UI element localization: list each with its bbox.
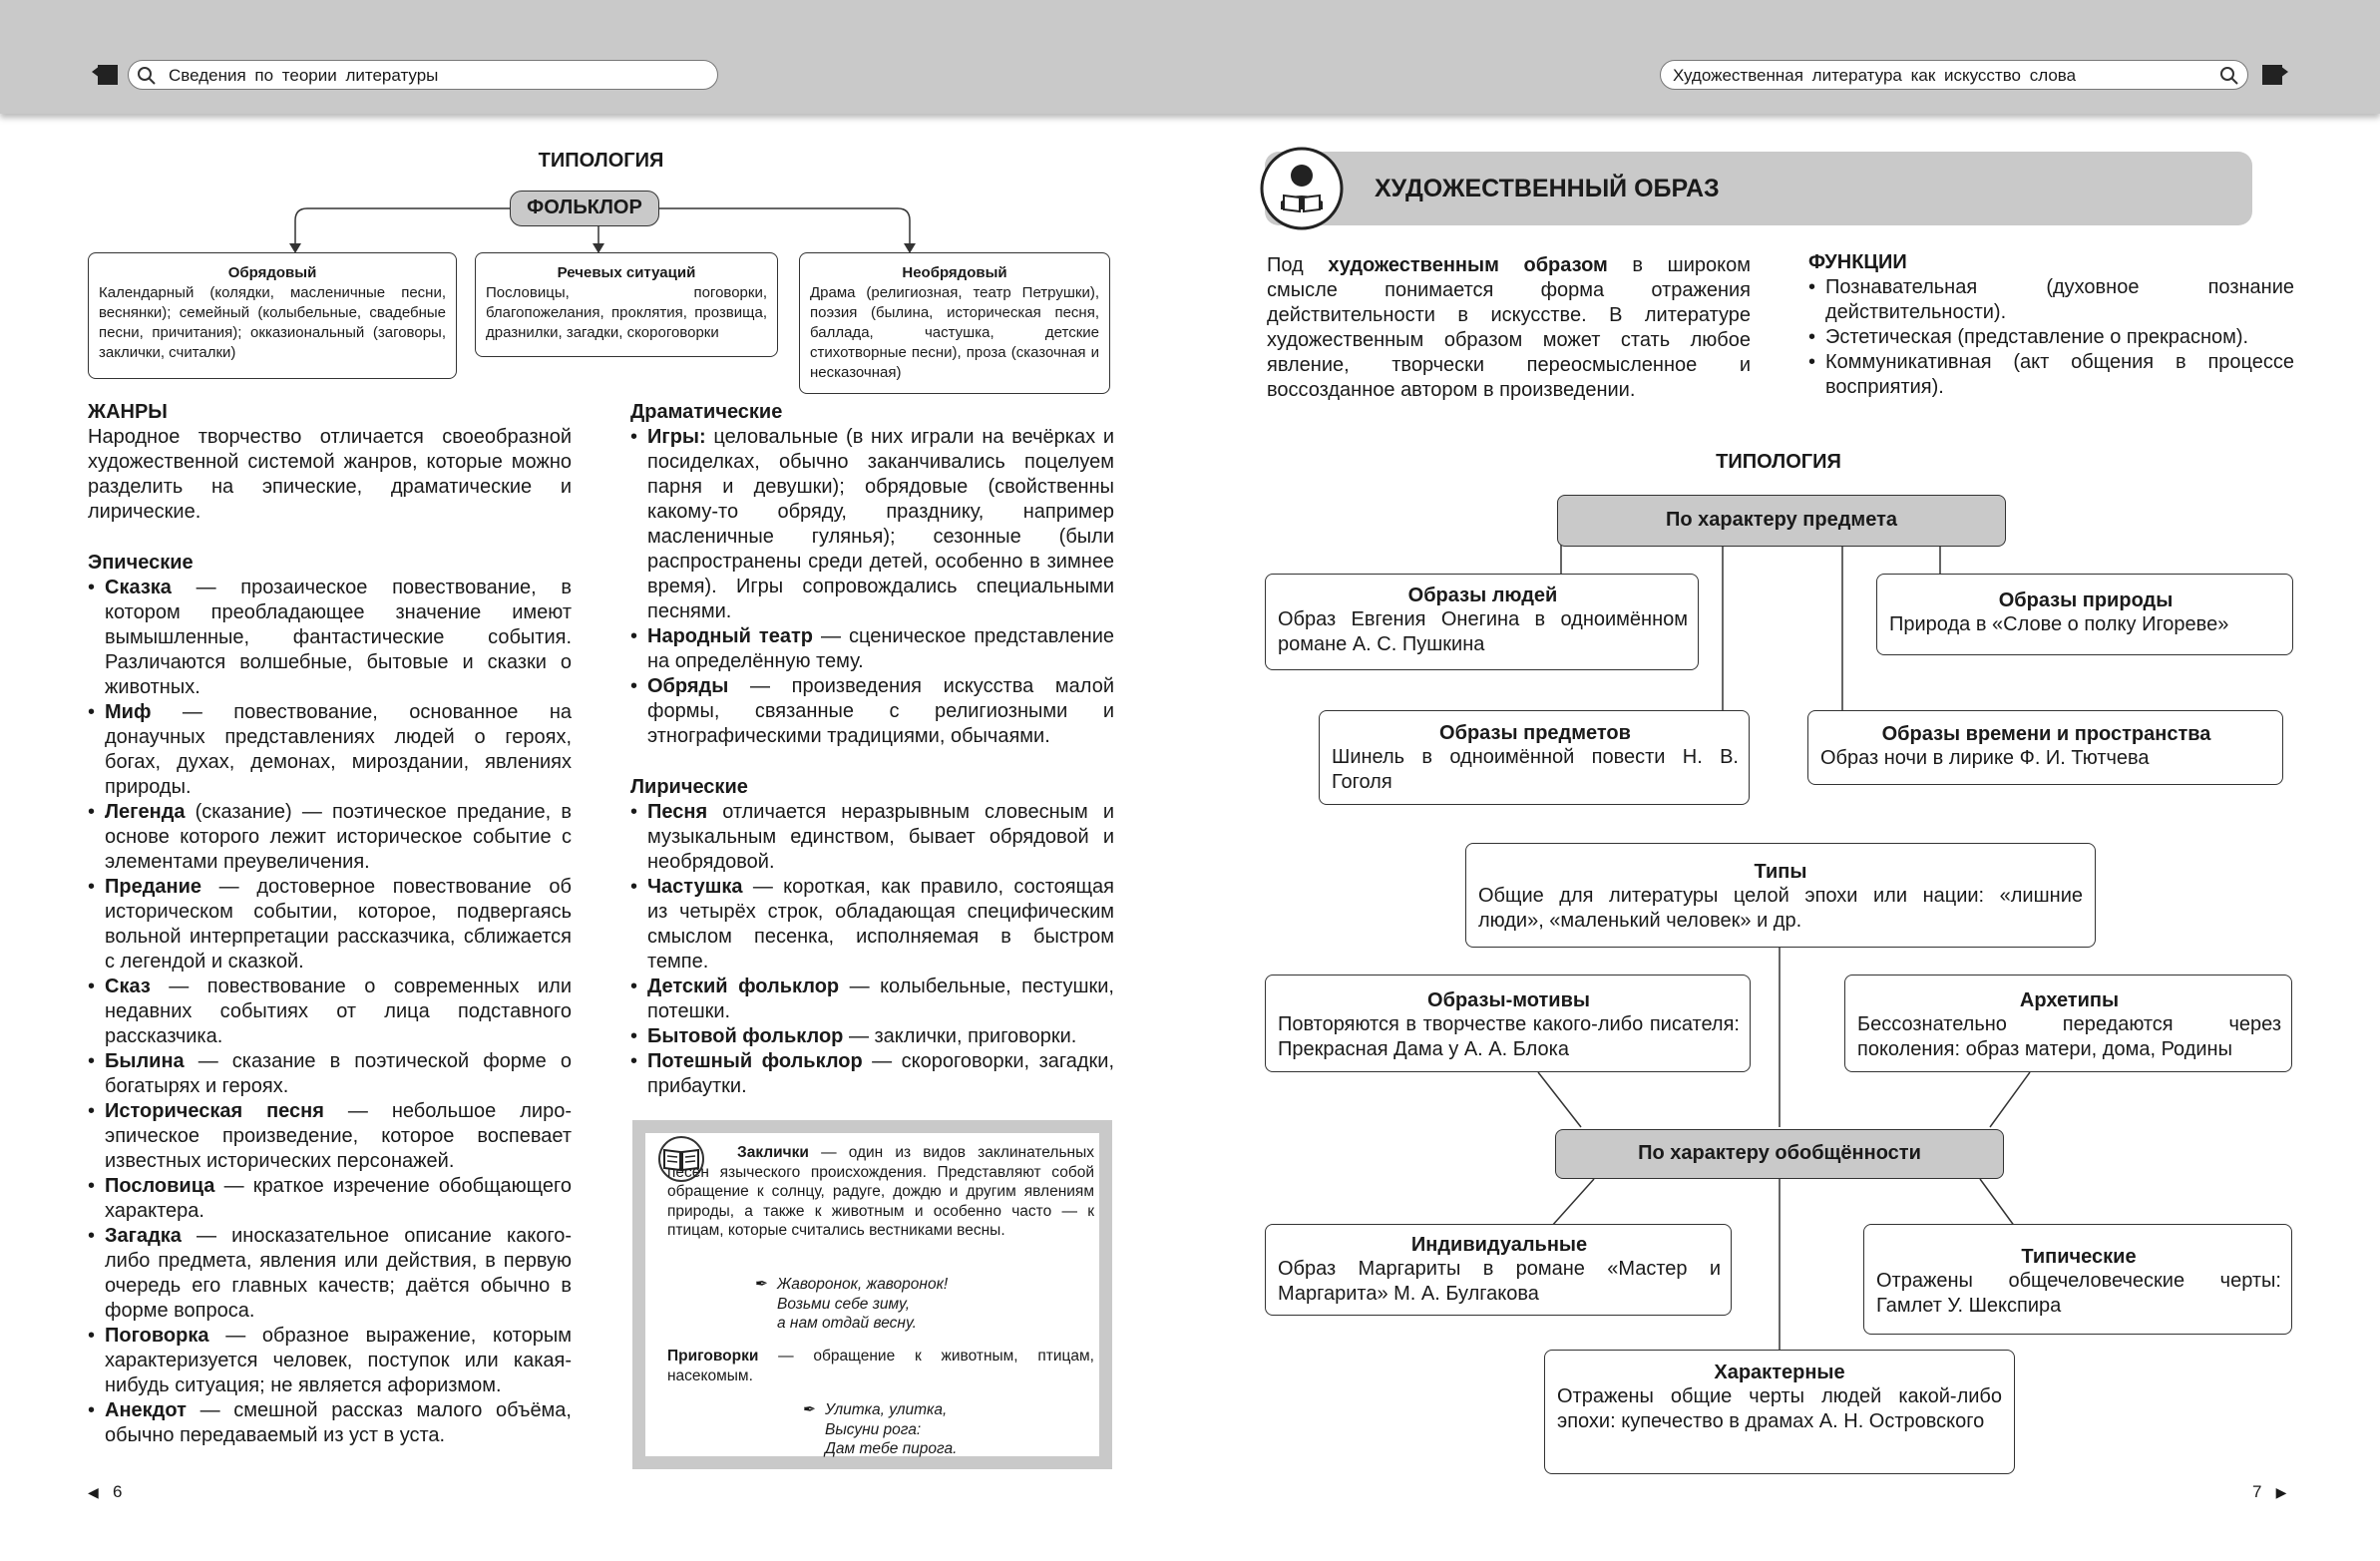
subject-category-label: По характеру предмета bbox=[1557, 495, 2006, 547]
genres-intro: Народное творчество отличается своеобразной художественной системой жанров, которые можно разделить на эпические, драматические и лирические. bbox=[88, 426, 572, 523]
functions-title: ФУНКЦИИ bbox=[1808, 251, 1907, 273]
list-item: • Познавательная (духовное познание действительности). bbox=[1808, 275, 2294, 325]
box-title: Образы времени и пространства bbox=[1881, 723, 2211, 745]
list-item: • Сказ — повествование о современных или недавних событиях от лица подставного рассказчика. bbox=[88, 975, 572, 1049]
characteristic-box bbox=[1544, 1350, 2015, 1474]
list-item: • Легенда (сказание) — поэтическое предание, в основе которого лежит историческое событие с элементами преувеличения. bbox=[88, 800, 572, 875]
box-title: Типические bbox=[2021, 1246, 2137, 1268]
box-title: Характерные bbox=[1714, 1362, 1845, 1383]
zaklichki-text: Заклички — один из видов заклинательных песен языческого происхождения. Представляют собой обращение к солнцу, радуге, дождю и другим явлениям природы, а также к животным и особенно часто — к птицам, которые считались вестниками весны. bbox=[667, 1144, 1094, 1239]
dramatic-title: Драматические bbox=[630, 401, 783, 423]
left-typology-title: ТИПОЛОГИЯ bbox=[538, 150, 664, 172]
generality-category-label: По характеру обобщённости bbox=[1555, 1129, 2004, 1179]
banner-title: ХУДОЖЕСТВЕННЫЙ ОБРАЗ bbox=[1375, 175, 1720, 202]
list-item: • Народный театр — сценическое представление на определённую тему. bbox=[630, 624, 1114, 674]
box-title: Типы bbox=[1754, 861, 1807, 883]
box-text: Повторяются в творчестве какого-либо писателя: Прекрасная Дама у А. А. Блока bbox=[1278, 1013, 1740, 1060]
list-item: • Бытовой фольклор — заклички, приговорки. bbox=[630, 1024, 1114, 1049]
folklore-type-title: Обрядовый bbox=[227, 264, 317, 281]
types-box bbox=[1465, 843, 2096, 948]
folklore-type-text: Пословицы, поговорки, благопожелания, проклятия, прозвища, дразнилки, загадки, скороговорки bbox=[486, 284, 767, 341]
lyric-title: Лирические bbox=[630, 776, 748, 798]
folklore-label: ФОЛЬКЛОР bbox=[510, 191, 659, 226]
list-item: • Эстетическая (представление о прекрасном). bbox=[1808, 325, 2294, 350]
list-item: • Сказка — прозаическое повествование, в котором преобладающее значение имеют вымышленные, фантастические события. Различаются волшебные, бытовые и сказки о животных. bbox=[88, 576, 572, 700]
box-title: Индивидуальные bbox=[1410, 1234, 1588, 1256]
prev-arrow-icon[interactable]: ◀ bbox=[88, 1484, 99, 1500]
list-item: • Анекдот — смешной рассказ малого объёма, обычно передаваемый из уст в уста. bbox=[88, 1398, 572, 1448]
prigovorki-text: Приговорки — обращение к животным, птицам, насекомым. bbox=[667, 1348, 1094, 1384]
list-item: • Пословица — краткое изречение обобщающего характера. bbox=[88, 1174, 572, 1224]
box-title: Архетипы bbox=[2019, 989, 2120, 1011]
box-title: Образы предметов bbox=[1439, 722, 1631, 744]
definition-text: Под художественным образом в широком смысле понимается форма отражения действительности в искусстве. В литературе художественным образом может стать любое явление, творчески переосмысленное и воссозданное автором в произведении. bbox=[1267, 254, 1751, 401]
page-number-right: 7 ▶ bbox=[2252, 1482, 2287, 1501]
typical-box bbox=[1863, 1224, 2292, 1335]
genres-title: ЖАНРЫ bbox=[88, 401, 168, 423]
list-item: • Потешный фольклор — скороговорки, загадки, прибаутки. bbox=[630, 1049, 1114, 1099]
list-item: • Обряды — произведения искусства малой формы, связанные с религиозными и этнографическими традициями, обычаями. bbox=[630, 674, 1114, 749]
folklore-type-title: Необрядовый bbox=[902, 264, 1007, 281]
folklore-type-title: Речевых ситуаций bbox=[557, 264, 696, 281]
box-text: Образ Евгения Онегина в одноимённом романе А. С. Пушкина bbox=[1278, 608, 1688, 655]
box-text: Отражены общечеловеческие черты: Гамлет У. Шекспира bbox=[1876, 1270, 2281, 1317]
list-item: • Загадка — иносказательное описание какого-либо предмета, явления или действия, в первую очередь его главных качеств; даётся обычно в форме вопроса. bbox=[88, 1224, 572, 1324]
next-arrow-icon[interactable]: ▶ bbox=[2275, 1484, 2287, 1500]
time-space-box bbox=[1807, 710, 2283, 785]
box-text: Образ ночи в лирике Ф. И. Тютчева bbox=[1820, 747, 2150, 769]
people-box bbox=[1265, 574, 1699, 670]
list-item: • Детский фольклор — колыбельные, пестушки, потешки. bbox=[630, 975, 1114, 1024]
box-text: Природа в «Слове о полку Игореве» bbox=[1889, 613, 2229, 635]
box-text: Общие для литературы целой эпохи или нации: «лишние люди», «маленький человек» и др. bbox=[1478, 885, 2083, 932]
right-typology-title: ТИПОЛОГИЯ bbox=[1716, 451, 1841, 473]
box-title: Образы-мотивы bbox=[1427, 989, 1590, 1011]
nature-box bbox=[1876, 574, 2293, 655]
box-title: Образы природы bbox=[1998, 589, 2174, 611]
verse-block: ✒ Улитка, улитка, Высуни рога: Дам тебе пирога. bbox=[803, 1401, 958, 1457]
page-number-left: ◀ 6 bbox=[88, 1482, 123, 1501]
list-item: • Миф — повествование, основанное на донаучных представлениях людей о героях, богах, духах, демонах, мироздании, явлениях природы. bbox=[88, 700, 572, 800]
box-text: Отражены общие черты людей какой-либо эпохи: купечество в драмах А. Н. Островского bbox=[1557, 1385, 2002, 1432]
list-item: • Игры: целовальные (в них играли на вечёрках и посиделках, обычно заканчивались поцелуем парня и девушки); обрядовые (свойственны какому-то обряду, празднику, например масленичные гулянья); сезонные (были распространены среди детей, особенно в зимнее время). Игры сопровождались специальными песнями. bbox=[630, 425, 1114, 624]
list-item: • Предание — достоверное повествование об историческом событии, которое, подвергаясь вольной интерпретации рассказчика, сближается с легендой и сказкой. bbox=[88, 875, 572, 975]
verse-block: ✒ Жаворонок, жаворонок! Возьми себе зиму, а нам отдай весну. bbox=[755, 1276, 949, 1332]
pen-icon: ✒ bbox=[755, 1276, 768, 1293]
archetypes-box bbox=[1844, 975, 2292, 1072]
list-item: • Историческая песня — небольшое лиро-эпическое произведение, которое воспевает известных исторических персонажей. bbox=[88, 1099, 572, 1174]
folklore-type-text: Календарный (колядки, масленичные песни, веснянки); семейный (колыбельные, свадебные песни, причитания); окказиональный (заговоры, заклички, считалки) bbox=[99, 284, 446, 361]
individual-box bbox=[1265, 1224, 1732, 1316]
pen-icon: ✒ bbox=[803, 1401, 816, 1418]
folklore-type-text: Драма (религиозная, театр Петрушки), поэзия (былина, историческая песня, баллада, частушка, детские стихотворные песни), проза (сказочная и несказочная) bbox=[810, 284, 1099, 381]
box-text: Бессознательно передаются через поколения: образ матери, дома, Родины bbox=[1857, 1013, 2281, 1060]
motifs-box bbox=[1265, 975, 1751, 1072]
list-item: • Былина — сказание в поэтической форме о богатырях и героях. bbox=[88, 1049, 572, 1099]
box-text: Шинель в одноимённой повести Н. В. Гоголя bbox=[1332, 746, 1739, 793]
box-text: Образ Маргариты в романе «Мастер и Маргарита» М. А. Булгакова bbox=[1278, 1258, 1721, 1305]
box-title: Образы людей bbox=[1407, 585, 1558, 606]
list-item: • Частушка — короткая, как правило, состоящая из четырёх строк, обладающая специфическим смыслом песенка, исполняемая в быстром темпе. bbox=[630, 875, 1114, 975]
right-search-text: Художественная литература как искусство слова bbox=[1673, 66, 2077, 85]
objects-box bbox=[1319, 710, 1750, 805]
epic-title: Эпические bbox=[88, 552, 194, 574]
list-item: • Песня отличается неразрывным словесным и музыкальным единством, бывает обрядовой и необрядовой. bbox=[630, 800, 1114, 875]
list-item: • Коммуникативная (акт общения в процессе восприятия). bbox=[1808, 350, 2294, 400]
list-item: • Поговорка — образное выражение, которым характеризуется человек, поступок или какая-нибудь ситуация; не является афоризмом. bbox=[88, 1324, 572, 1398]
left-search-text: Сведения по теории литературы bbox=[169, 66, 439, 85]
